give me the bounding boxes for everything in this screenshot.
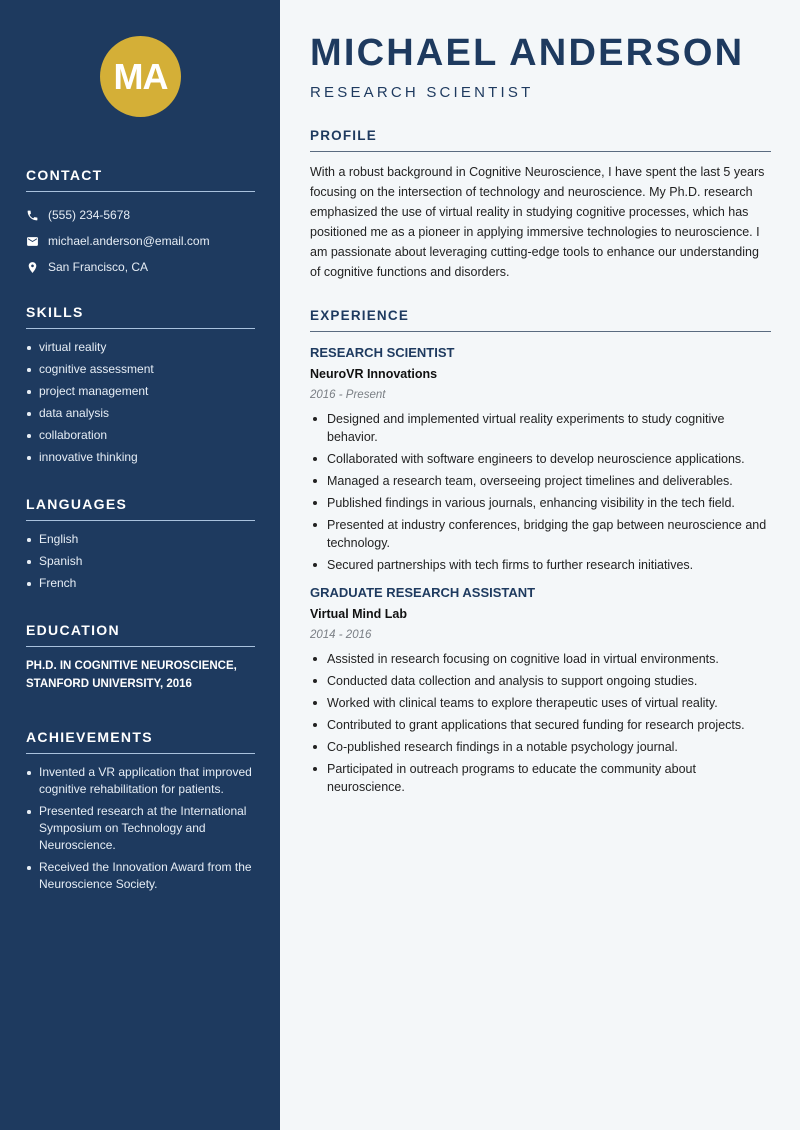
contact-phone <box>26 202 255 228</box>
skills-list <box>26 339 255 466</box>
experience-section <box>310 308 771 800</box>
profile-summary: With a robust background in Cognitive Neuroscience, I have spent the last 5 years focusing on the intersection of technology and neuroscience. My Ph.D. research emphasized the use of virtual reality in studying cognitive processes, which has positioned me as a pioneer in applying immersive technologies to neuroscience. I am passionate about leveraging cutting-edge tools to enhance our understanding of cognitive functions and disorders. <box>310 165 765 279</box>
location-icon <box>26 261 39 274</box>
job-bullet: Secured partnerships with tech firms to further research initiatives. <box>310 556 771 574</box>
languages-list <box>26 531 255 592</box>
languages-section <box>26 496 255 597</box>
phone-icon <box>26 209 39 222</box>
email-text: michael.anderson@email.com <box>48 234 210 248</box>
contact-location <box>26 254 255 280</box>
avatar-initials: MA <box>113 55 168 97</box>
email-icon <box>26 235 39 248</box>
job-bullet: Co-published research findings in a notable psychology journal. <box>310 738 771 756</box>
education-degree: PH.D. IN COGNITIVE NEUROSCIENCE, STANFORD UNIVERSITY, 2016 <box>26 660 237 690</box>
avatar <box>100 36 181 117</box>
section-title-skills: SKILLS <box>26 304 255 329</box>
job-bullet: Managed a research team, overseeing project timelines and deliverables. <box>310 472 771 490</box>
section-title-contact: CONTACT <box>26 167 255 192</box>
job-bullet: Published findings in various journals, enhancing visibility in the tech field. <box>310 494 771 512</box>
job-bullets <box>310 650 771 796</box>
contact-list <box>26 202 255 280</box>
language-item: English <box>26 531 255 548</box>
skill-item: project management <box>26 383 255 400</box>
section-title-achievements: ACHIEVEMENTS <box>26 729 255 754</box>
job-company: Virtual Mind Lab <box>310 607 407 621</box>
phone-text: (555) 234-5678 <box>48 208 131 222</box>
contact-email <box>26 228 255 254</box>
education-section <box>26 622 255 693</box>
contact-section <box>26 167 255 280</box>
job-bullet: Contributed to grant applications that secured funding for research projects. <box>310 716 771 734</box>
job-dates: 2014 - 2016 <box>310 629 372 641</box>
section-title-experience: EXPERIENCE <box>310 308 771 332</box>
job-bullets <box>310 410 771 574</box>
achievement-item: Presented research at the International Symposium on Technology and Neuroscience. <box>26 803 255 854</box>
job-bullet: Presented at industry conferences, bridging the gap between neuroscience and technology. <box>310 516 771 552</box>
language-item: French <box>26 575 255 592</box>
candidate-name: MICHAEL ANDERSON <box>310 32 745 74</box>
achievements-section <box>26 729 255 898</box>
job-dates: 2016 - Present <box>310 389 386 401</box>
job-bullet: Conducted data collection and analysis to support ongoing studies. <box>310 672 771 690</box>
job-bullet: Designed and implemented virtual reality experiments to study cognitive behavior. <box>310 410 771 446</box>
skill-item: cognitive assessment <box>26 361 255 378</box>
job-entry <box>310 584 771 796</box>
job-bullet: Collaborated with software engineers to develop neuroscience applications. <box>310 450 771 468</box>
job-bullet: Participated in outreach programs to educate the community about neuroscience. <box>310 760 771 796</box>
sidebar <box>0 0 280 1130</box>
section-title-languages: LANGUAGES <box>26 496 255 521</box>
achievement-item: Invented a VR application that improved cognitive rehabilitation for patients. <box>26 764 255 798</box>
achievements-list <box>26 764 255 893</box>
skill-item: data analysis <box>26 405 255 422</box>
job-entry <box>310 344 771 574</box>
skill-item: virtual reality <box>26 339 255 356</box>
skills-section <box>26 304 255 471</box>
section-title-profile: PROFILE <box>310 128 771 152</box>
location-text: San Francisco, CA <box>48 260 149 274</box>
profile-section <box>310 128 771 282</box>
job-title: RESEARCH SCIENTIST <box>310 345 455 360</box>
job-bullet: Assisted in research focusing on cognitive load in virtual environments. <box>310 650 771 668</box>
section-title-education: EDUCATION <box>26 622 255 647</box>
candidate-role: RESEARCH SCIENTIST <box>310 84 534 101</box>
job-company: NeuroVR Innovations <box>310 367 438 381</box>
job-bullet: Worked with clinical teams to explore therapeutic uses of virtual reality. <box>310 694 771 712</box>
skill-item: collaboration <box>26 427 255 444</box>
achievement-item: Received the Innovation Award from the Neuroscience Society. <box>26 859 255 893</box>
language-item: Spanish <box>26 553 255 570</box>
job-title: GRADUATE RESEARCH ASSISTANT <box>310 585 536 600</box>
skill-item: innovative thinking <box>26 449 255 466</box>
